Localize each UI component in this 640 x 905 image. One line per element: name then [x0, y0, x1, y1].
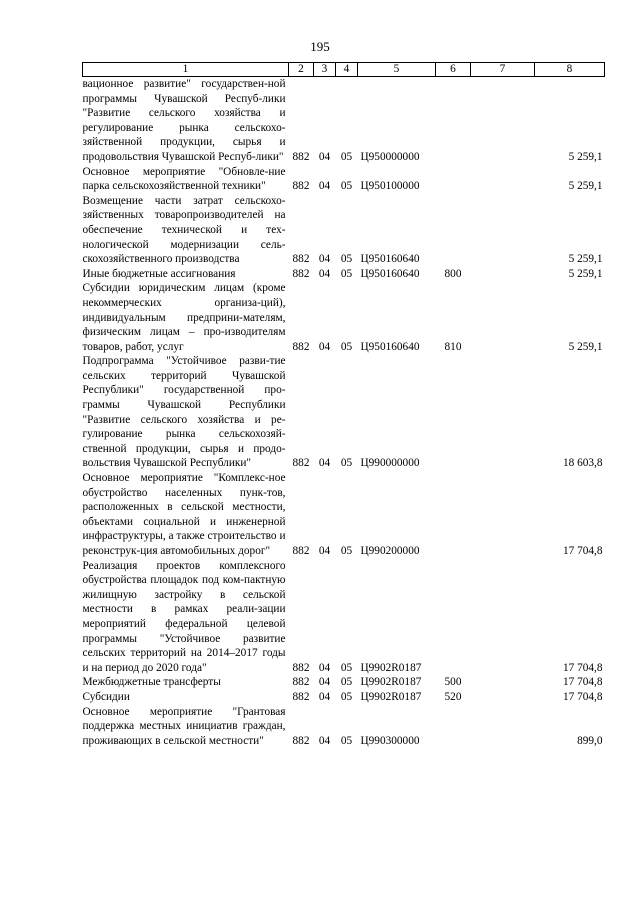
column-header: 6 [436, 63, 471, 77]
cell-c4: 05 [340, 253, 353, 266]
cell-c5: Ц990000000 [360, 457, 420, 470]
cell-c7 [471, 77, 535, 165]
cell-c4: 05 [340, 676, 353, 689]
cell-c5: Ц9902R0187 [360, 676, 422, 689]
cell-c2: 882 [292, 253, 310, 266]
cell-c7 [471, 705, 535, 749]
row-description: Межбюджетные трансферты [82, 676, 221, 689]
cell-c7 [471, 675, 535, 690]
cell-c5: Ц950000000 [360, 150, 420, 163]
page-number: 195 [310, 39, 330, 54]
column-header: 3 [314, 63, 336, 77]
cell-c3: 04 [318, 150, 331, 163]
cell-c2: 882 [292, 661, 310, 674]
table-row [83, 471, 605, 559]
table-row [83, 194, 605, 267]
cell-c6 [436, 77, 471, 165]
cell-c8: 899,0 [577, 734, 603, 747]
cell-c4: 05 [340, 267, 353, 280]
cell-c6 [436, 194, 471, 267]
cell-c8: 18 603,8 [562, 457, 603, 470]
column-header: 8 [535, 63, 605, 77]
cell-c8: 5 259,1 [568, 150, 603, 163]
cell-c3: 04 [318, 676, 331, 689]
column-header: 2 [289, 63, 314, 77]
cell-c3: 04 [318, 180, 331, 193]
cell-c3: 04 [318, 340, 331, 353]
row-description: вационное развитие" государствен-ной программы Чувашской Респуб-лики "Развитие сельского хозяйства и регулирование рынка сельскохо-зяйственной продукции, сырья и продовольствия Чувашской Респуб-лики" [82, 78, 286, 163]
cell-c8: 5 259,1 [568, 267, 603, 280]
cell-c5: Ц950160640 [360, 267, 420, 280]
cell-c6: 500 [444, 676, 462, 689]
cell-c4: 05 [340, 690, 353, 703]
row-description: Реализация проектов комплексного обустройства площадок под ком-пактную жилищную застройку в сельской местности в рамках реали-зации мероприятий федеральной целевой программы "Устойчивое развитие сельских территорий на 2014–2017 годы и на период до 2020 года" [82, 559, 286, 674]
cell-c5: Ц9902R0187 [360, 690, 422, 703]
column-header: 7 [471, 63, 535, 77]
cell-c8: 17 704,8 [562, 676, 603, 689]
cell-c2: 882 [292, 734, 310, 747]
cell-c7 [471, 559, 535, 676]
cell-c5: Ц990200000 [360, 545, 420, 557]
column-header: 4 [336, 63, 358, 77]
cell-c4: 05 [340, 545, 353, 557]
cell-c7 [471, 281, 535, 354]
column-header: 5 [358, 63, 436, 77]
cell-c2: 882 [292, 690, 310, 703]
cell-c3: 04 [318, 267, 331, 280]
table-row [83, 675, 605, 690]
cell-c2: 882 [292, 545, 310, 557]
cell-c6 [436, 354, 471, 471]
cell-c6 [436, 165, 471, 194]
cell-c7 [471, 690, 535, 705]
cell-c8: 17 704,8 [562, 690, 603, 703]
cell-c7 [471, 267, 535, 282]
row-description: Субсидии [82, 690, 130, 703]
cell-c6: 810 [444, 340, 462, 353]
cell-c5: Ц950160640 [360, 340, 420, 353]
cell-c4: 05 [340, 661, 353, 674]
cell-c4: 05 [340, 734, 353, 747]
cell-c3: 04 [318, 690, 331, 703]
cell-c3: 04 [318, 457, 331, 470]
column-header: 1 [83, 63, 289, 77]
cell-c7 [471, 165, 535, 194]
cell-c2: 882 [292, 676, 310, 689]
table-row [83, 281, 605, 354]
cell-c5: Ц990300000 [360, 734, 420, 747]
table-row [83, 559, 605, 676]
cell-c8: 17 704,8 [562, 661, 603, 674]
cell-c3: 04 [318, 253, 331, 266]
cell-c8: 5 259,1 [568, 253, 603, 266]
table-row [83, 705, 605, 749]
table-row [83, 77, 605, 165]
cell-c2: 882 [292, 457, 310, 470]
cell-c5: Ц950100000 [360, 180, 420, 193]
budget-table [82, 62, 605, 748]
cell-c4: 05 [340, 457, 353, 470]
cell-c7 [471, 471, 535, 559]
cell-c6: 520 [444, 690, 462, 703]
table-row [83, 165, 605, 194]
cell-c2: 882 [292, 180, 310, 193]
cell-c2: 882 [292, 150, 310, 163]
cell-c3: 04 [318, 545, 331, 557]
cell-c4: 05 [340, 150, 353, 163]
cell-c3: 04 [318, 734, 331, 747]
table-row [83, 690, 605, 705]
cell-c8: 5 259,1 [568, 340, 603, 353]
row-description: Возмещение части затрат сельскохо-зяйственных товаропроизводителей на обеспечение технической и тех-нологической модернизации сель-скохозяйственного производства [82, 194, 286, 266]
cell-c5: Ц9902R0187 [360, 661, 422, 674]
cell-c6 [436, 471, 471, 559]
cell-c4: 05 [340, 340, 353, 353]
cell-c8: 17 704,8 [562, 545, 603, 557]
row-description: Основное мероприятие "Грантовая поддержка местных инициатив граждан, проживающих в сельской местности" [82, 705, 286, 747]
cell-c4: 05 [340, 180, 353, 193]
table-row [83, 267, 605, 282]
cell-c2: 882 [292, 267, 310, 280]
cell-c7 [471, 194, 535, 267]
row-description: Иные бюджетные ассигнования [82, 267, 236, 280]
cell-c2: 882 [292, 340, 310, 353]
cell-c5: Ц950160640 [360, 253, 420, 266]
row-description: Основное мероприятие "Обновле-ние парка сельскохозяйственной техники" [82, 165, 286, 193]
cell-c6 [436, 559, 471, 676]
row-description: Основное мероприятие "Комплекс-ное обустройство населенных пунк-тов, расположенных в сельской местности, объектами социальной и инженерной инфраструктуры, а также строительство и реконструк-ция автомобильных дорог" [82, 472, 286, 557]
cell-c6: 800 [444, 267, 462, 280]
table-header-row [83, 63, 605, 77]
cell-c3: 04 [318, 661, 331, 674]
table-row [83, 354, 605, 471]
row-description: Субсидии юридическим лицам (кроме некоммерческих организа-ций), индивидуальным предприни-мателям, физическим лицам – про-изводителям товаров, работ, услуг [82, 282, 286, 353]
cell-c7 [471, 354, 535, 471]
cell-c8: 5 259,1 [568, 180, 603, 193]
cell-c6 [436, 705, 471, 749]
row-description: Подпрограмма "Устойчивое разви-тие сельских территорий Чувашской Республики" государственной про-граммы Чувашской Республики "Развитие сельского хозяйства и ре-гулирование рынка сельскохозяй-ственной продукции, сырья и продо-вольствия Чувашской Республики" [82, 355, 286, 470]
